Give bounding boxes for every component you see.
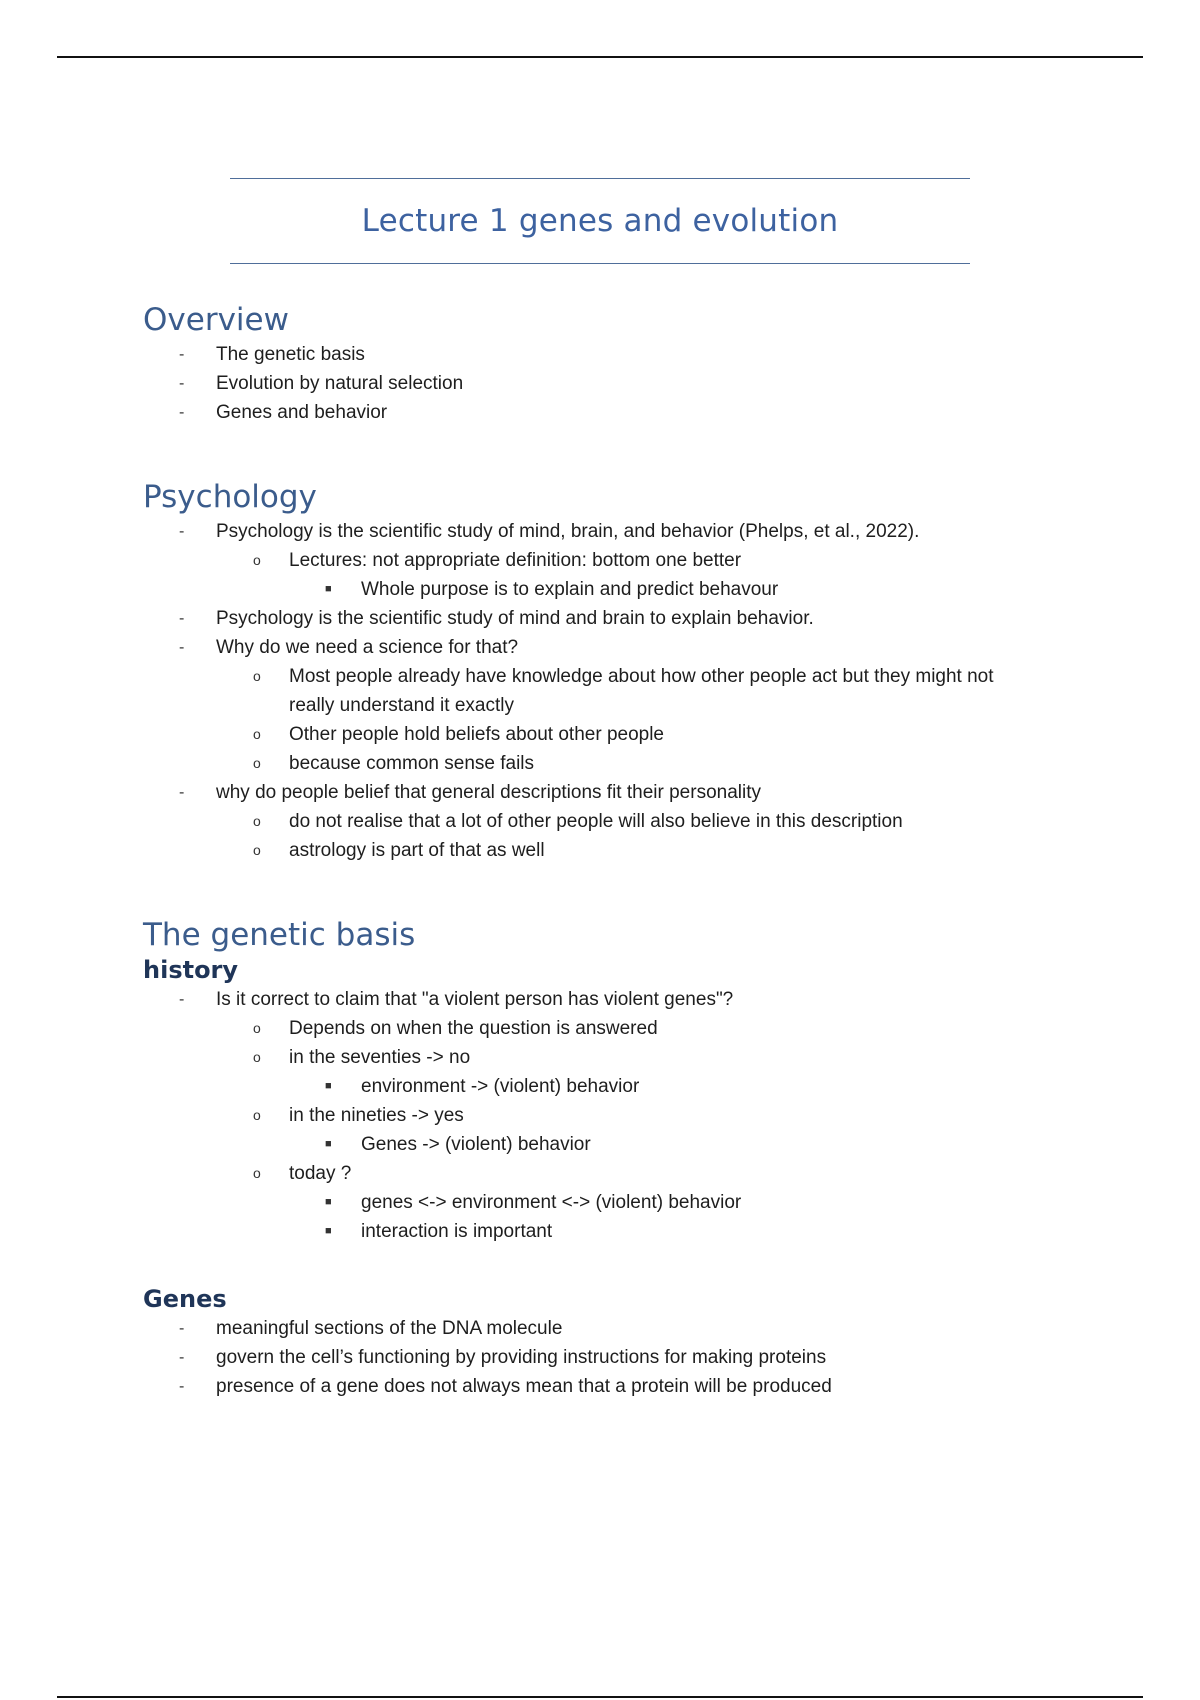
square-bullet-icon: ■ [325,1225,332,1237]
list-item: - Evolution by natural selection [143,369,1093,398]
square-bullet-icon: ■ [325,1080,332,1092]
document-title: Lecture 1 genes and evolution [361,203,839,239]
list-item: ■ genes <-> environment <-> (violent) behavior [143,1188,1093,1217]
overview-heading: Overview [143,302,289,338]
dash-bullet-icon: - [179,375,185,392]
dash-bullet-icon: - [179,1320,185,1337]
overview-list [143,340,1093,427]
list-item: o today ? [143,1159,1093,1188]
square-bullet-icon: ■ [325,583,332,595]
dash-bullet-icon: - [179,610,185,627]
list-item: o astrology is part of that as well [143,836,1093,865]
list-item: - Psychology is the scientific study of mind and brain to explain behavior. [143,604,1093,633]
list-item: o in the nineties -> yes [143,1101,1093,1130]
genetic-basis-heading: The genetic basis [143,917,416,953]
list-item: - Is it correct to claim that "a violent person has violent genes"? [143,985,1093,1014]
list-item: - Why do we need a science for that? [143,633,1093,662]
list-item: - Genes and behavior [143,398,1093,427]
genes-subheading: Genes [143,1285,227,1313]
list-item: o do not realise that a lot of other people will also believe in this description [143,807,1093,836]
circle-bullet-icon: o [253,755,261,771]
page-bottom-rule [57,1696,1143,1698]
list-item: - govern the cell’s functioning by providing instructions for making proteins [143,1343,1093,1372]
dash-bullet-icon: - [179,991,185,1008]
circle-bullet-icon: o [253,1107,261,1123]
psychology-list [143,517,1093,865]
list-item: o Most people already have knowledge about how other people act but they might not really understand it exactly [143,662,1093,720]
circle-bullet-icon: o [253,1049,261,1065]
circle-bullet-icon: o [253,668,261,684]
document-body [143,300,1093,1401]
circle-bullet-icon: o [253,1020,261,1036]
list-item: - meaningful sections of the DNA molecule [143,1314,1093,1343]
list-item: o Other people hold beliefs about other people [143,720,1093,749]
dash-bullet-icon: - [179,523,185,540]
history-list [143,985,1093,1246]
list-item: o in the seventies -> no [143,1043,1093,1072]
title-block [230,178,970,264]
list-item: - why do people belief that general descriptions fit their personality [143,778,1093,807]
square-bullet-icon: ■ [325,1196,332,1208]
dash-bullet-icon: - [179,639,185,656]
dash-bullet-icon: - [179,1378,185,1395]
history-subheading: history [143,956,239,984]
list-item: ■ environment -> (violent) behavior [143,1072,1093,1101]
list-item: - presence of a gene does not always mean that a protein will be produced [143,1372,1093,1401]
page-top-rule [57,56,1143,58]
genes-list [143,1314,1093,1401]
circle-bullet-icon: o [253,1165,261,1181]
dash-bullet-icon: - [179,1349,185,1366]
list-item: o because common sense fails [143,749,1093,778]
list-item: ■ Genes -> (violent) behavior [143,1130,1093,1159]
circle-bullet-icon: o [253,552,261,568]
list-item: o Depends on when the question is answered [143,1014,1093,1043]
circle-bullet-icon: o [253,726,261,742]
dash-bullet-icon: - [179,784,185,801]
list-item: - The genetic basis [143,340,1093,369]
circle-bullet-icon: o [253,813,261,829]
dash-bullet-icon: - [179,404,185,421]
list-item: - Psychology is the scientific study of mind, brain, and behavior (Phelps, et al., 2022). [143,517,1093,546]
square-bullet-icon: ■ [325,1138,332,1150]
psychology-heading: Psychology [143,479,317,515]
list-item: ■ Whole purpose is to explain and predict behavour [143,575,1093,604]
list-item: o Lectures: not appropriate definition: bottom one better [143,546,1093,575]
circle-bullet-icon: o [253,842,261,858]
dash-bullet-icon: - [179,346,185,363]
list-item: ■ interaction is important [143,1217,1093,1246]
